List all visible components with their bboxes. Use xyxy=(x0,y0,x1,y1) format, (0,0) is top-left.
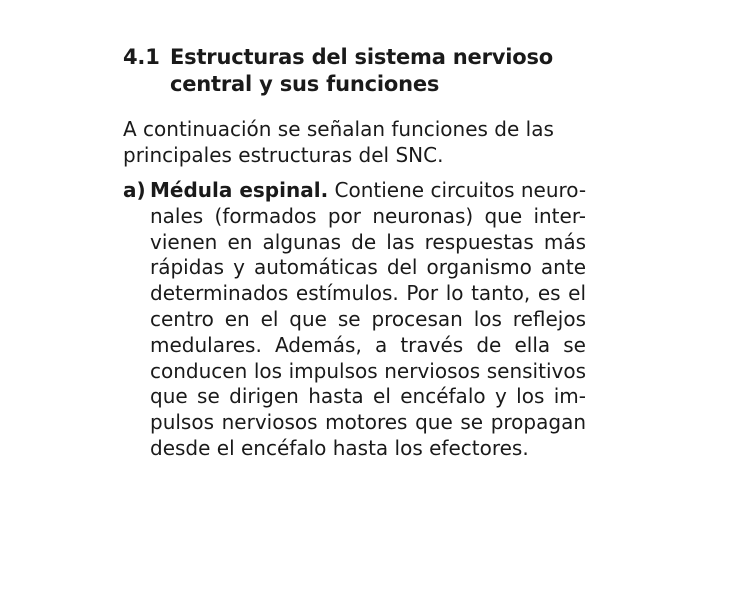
intro-paragraph xyxy=(123,116,593,168)
intro-line-2: principales estructuras del SNC. xyxy=(123,143,444,167)
list-item-term: Médula espinal. xyxy=(150,178,329,202)
list-item-line: medulares. Además, a través de ella se xyxy=(150,332,586,357)
list-item-line: nales (formados por neuronas) que inter- xyxy=(150,203,586,228)
section-title-line-1: Estructuras del sistema nervioso xyxy=(170,45,553,69)
list-item-a xyxy=(123,178,593,462)
list-item-line: centro en el que se procesan los reflejos xyxy=(150,306,586,331)
list-marker: a) xyxy=(123,178,146,202)
section-number: 4.1 xyxy=(123,45,160,69)
list-item-line: conducen los impulsos nerviosos sensitivos xyxy=(150,358,586,383)
list-item-line: determinados estímulos. Por lo tanto, es el xyxy=(150,281,586,306)
list-item-line: que se dirigen hasta el encéfalo y los im- xyxy=(150,384,586,409)
intro-line-1: A continuación se señalan funciones de las xyxy=(123,117,554,141)
section-title-line-2: central y sus funciones xyxy=(170,72,440,96)
list-item-line: rápidas y automáticas del organismo ante xyxy=(150,255,586,280)
list-item-line xyxy=(150,178,586,204)
list-item-line: pulsos nerviosos motores que se propagan xyxy=(150,410,586,435)
section-heading xyxy=(123,44,553,98)
list-item-text: Contiene circuitos neuro- xyxy=(328,178,587,202)
list-item-body xyxy=(150,178,586,462)
list-item-line: desde el encéfalo hasta los efectores. xyxy=(150,435,529,460)
list-item-line: vienen en algunas de las respuestas más xyxy=(150,229,586,254)
